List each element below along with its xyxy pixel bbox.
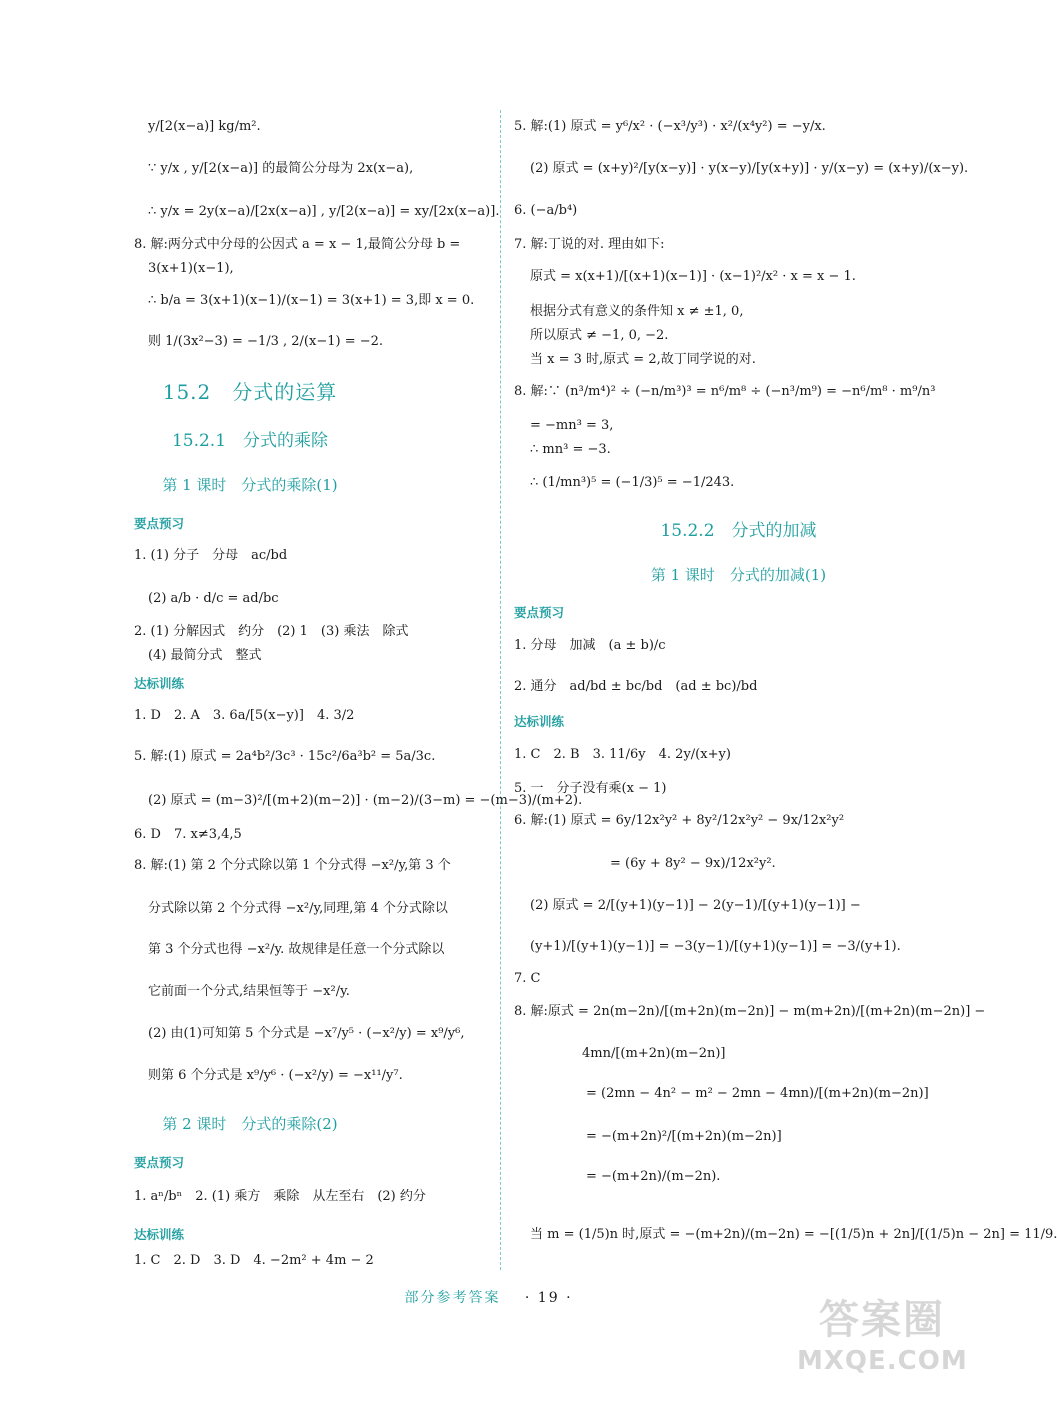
text-line: 它前面一个分式,结果恒等于 −x²/y.: [148, 984, 350, 999]
text-line: = −mn³ = 3,: [530, 418, 614, 433]
training-label: 达标训练: [134, 1227, 185, 1242]
text-line: ∴ (1/mn³)⁵ = (−1/3)⁵ = −1/243.: [530, 475, 735, 490]
subsection-title: 15.2.2 分式的加减: [660, 521, 817, 541]
footer-label: 部分参考答案: [404, 1290, 501, 1306]
text-line: 1. 分母 加减 (a ± b)/c: [514, 638, 666, 653]
text-line: ∴ mn³ = −3.: [530, 442, 611, 457]
text-line: = (6y + 8y² − 9x)/12x²y².: [610, 856, 776, 871]
text-line: 7. 解:丁说的对. 理由如下:: [514, 237, 665, 252]
text-line: 8. 解:两分式中分母的公因式 a = x − 1,最简公分母 b =: [134, 237, 461, 252]
text-line: = −(m+2n)/(m−2n).: [586, 1169, 721, 1184]
lesson-title: 第 1 课时 分式的加减(1): [650, 566, 827, 584]
text-line: = −(m+2n)²/[(m+2n)(m−2n)]: [586, 1129, 782, 1144]
text-line: 2. 通分 ad/bd ± bc/bd (ad ± bc)/bd: [514, 679, 758, 694]
preview-label: 要点预习: [134, 1155, 185, 1170]
watermark-top: 答案圈: [819, 1297, 945, 1343]
text-line: = (2mn − 4n² − m² − 2mn − 4mn)/[(m+2n)(m−2n)]: [586, 1086, 929, 1101]
preview-label: 要点预习: [514, 605, 565, 620]
training-label: 达标训练: [514, 714, 565, 729]
text-line: (2) a/b · d/c = ad/bc: [148, 591, 279, 606]
text-line: 所以原式 ≠ −1, 0, −2.: [530, 328, 669, 343]
text-line: 7. C: [514, 971, 541, 986]
text-line: 1. D 2. A 3. 6a/[5(x−y)] 4. 3/2: [134, 708, 355, 723]
text-line: 6. (−a/b⁴): [514, 203, 578, 218]
text-line: 原式 = x(x+1)/[(x+1)(x−1)] · (x−1)²/x² · x = x − 1.: [530, 269, 856, 284]
text-line: 1. (1) 分子 分母 ac/bd: [134, 548, 288, 563]
text-line: (2) 原式 = (x+y)²/[y(x−y)] · y(x−y)/[y(x+y)] · y/(x−y) = (x+y)/(x−y).: [530, 161, 969, 176]
text-line: 则第 6 个分式是 x⁹/y⁶ · (−x²/y) = −x¹¹/y⁷.: [148, 1068, 403, 1083]
text-line: ∴ b/a = 3(x+1)(x−1)/(x−1) = 3(x+1) = 3,即 x = 0.: [148, 293, 475, 308]
text-line: (2) 原式 = 2/[(y+1)(y−1)] − 2(y−1)/[(y+1)(y−1)] −: [530, 898, 861, 913]
text-line: 1. aⁿ/bⁿ 2. (1) 乘方 乘除 从左至右 (2) 约分: [134, 1189, 426, 1204]
text-line: 第 3 个分式也得 −x²/y. 故规律是任意一个分式除以: [148, 942, 445, 957]
text-line: 6. 解:(1) 原式 = 6y/12x²y² + 8y²/12x²y² − 9x/12x²y²: [514, 813, 845, 828]
text-line: (y+1)/[(y+1)(y−1)] = −3(y−1)/[(y+1)(y−1)] = −3/(y+1).: [530, 939, 901, 954]
text-line: ∵ y/x , y/[2(x−a)] 的最简公分母为 2x(x−a),: [148, 161, 414, 176]
text-line: 5. 一 分子没有乘(x − 1): [514, 781, 667, 796]
text-line: ∴ y/x = 2y(x−a)/[2x(x−a)] , y/[2(x−a)] = xy/[2x(x−a)].: [148, 204, 500, 219]
text-line: 8. 解:(1) 第 2 个分式除以第 1 个分式得 −x²/y,第 3 个: [134, 858, 451, 873]
text-line: 8. 解:原式 = 2n(m−2n)/[(m+2n)(m−2n)] − m(m+2n)/[(m+2n)(m−2n)] −: [514, 1004, 986, 1019]
text-line: y/[2(x−a)] kg/m².: [148, 119, 261, 134]
text-line: 1. C 2. B 3. 11/6y 4. 2y/(x+y): [514, 747, 731, 762]
text-line: 8. 解:∵ (n³/m⁴)² ÷ (−n/m³)³ = n⁶/m⁸ ÷ (−n³/m⁹) = −n⁶/m⁸ · m⁹/n³: [514, 384, 936, 399]
text-line: 4mn/[(m+2n)(m−2n)]: [582, 1046, 726, 1061]
text-line: (4) 最简分式 整式: [148, 648, 262, 663]
text-line: 则 1/(3x²−3) = −1/3 , 2/(x−1) = −2.: [148, 334, 384, 349]
column-divider: [500, 110, 501, 1270]
subsection-title: 15.2.1 分式的乘除: [171, 431, 329, 451]
text-line: 1. C 2. D 3. D 4. −2m² + 4m − 2: [134, 1253, 374, 1268]
text-line: 3(x+1)(x−1),: [148, 261, 234, 276]
text-line: 根据分式有意义的条件知 x ≠ ±1, 0,: [530, 304, 744, 319]
section-title: 15.2 分式的运算: [162, 380, 338, 404]
watermark-bottom: MXQE.COM: [797, 1346, 968, 1376]
lesson-title: 第 1 课时 分式的乘除(1): [162, 476, 338, 494]
preview-label: 要点预习: [134, 516, 185, 531]
text-line: (2) 原式 = (m−3)²/[(m+2)(m−2)] · (m−2)/(3−m) = −(m−3)/(m+2).: [148, 793, 583, 808]
text-line: 5. 解:(1) 原式 = y⁶/x² · (−x³/y³) · x²/(x⁴y²) = −y/x.: [514, 119, 826, 134]
page-number: · 19 ·: [524, 1290, 573, 1306]
text-line: (2) 由(1)可知第 5 个分式是 −x⁷/y⁵ · (−x²/y) = x⁹/y⁶,: [148, 1026, 465, 1041]
text-line: 当 m = (1/5)n 时,原式 = −(m+2n)/(m−2n) = −[(1/5)n + 2n]/[(1/5)n − 2n] = 11/9.: [530, 1227, 1057, 1242]
text-line: 分式除以第 2 个分式得 −x²/y,同理,第 4 个分式除以: [148, 901, 448, 916]
text-line: 当 x = 3 时,原式 = 2,故丁同学说的对.: [530, 352, 756, 367]
text-line: 2. (1) 分解因式 约分 (2) 1 (3) 乘法 除式: [134, 624, 409, 639]
training-label: 达标训练: [134, 676, 185, 691]
text-line: 6. D 7. x≠3,4,5: [134, 827, 242, 842]
lesson-title: 第 2 课时 分式的乘除(2): [162, 1115, 338, 1133]
watermark-logo: [797, 1296, 967, 1396]
text-line: 5. 解:(1) 原式 = 2a⁴b²/3c³ · 15c²/6a³b² = 5a/3c.: [134, 749, 436, 764]
